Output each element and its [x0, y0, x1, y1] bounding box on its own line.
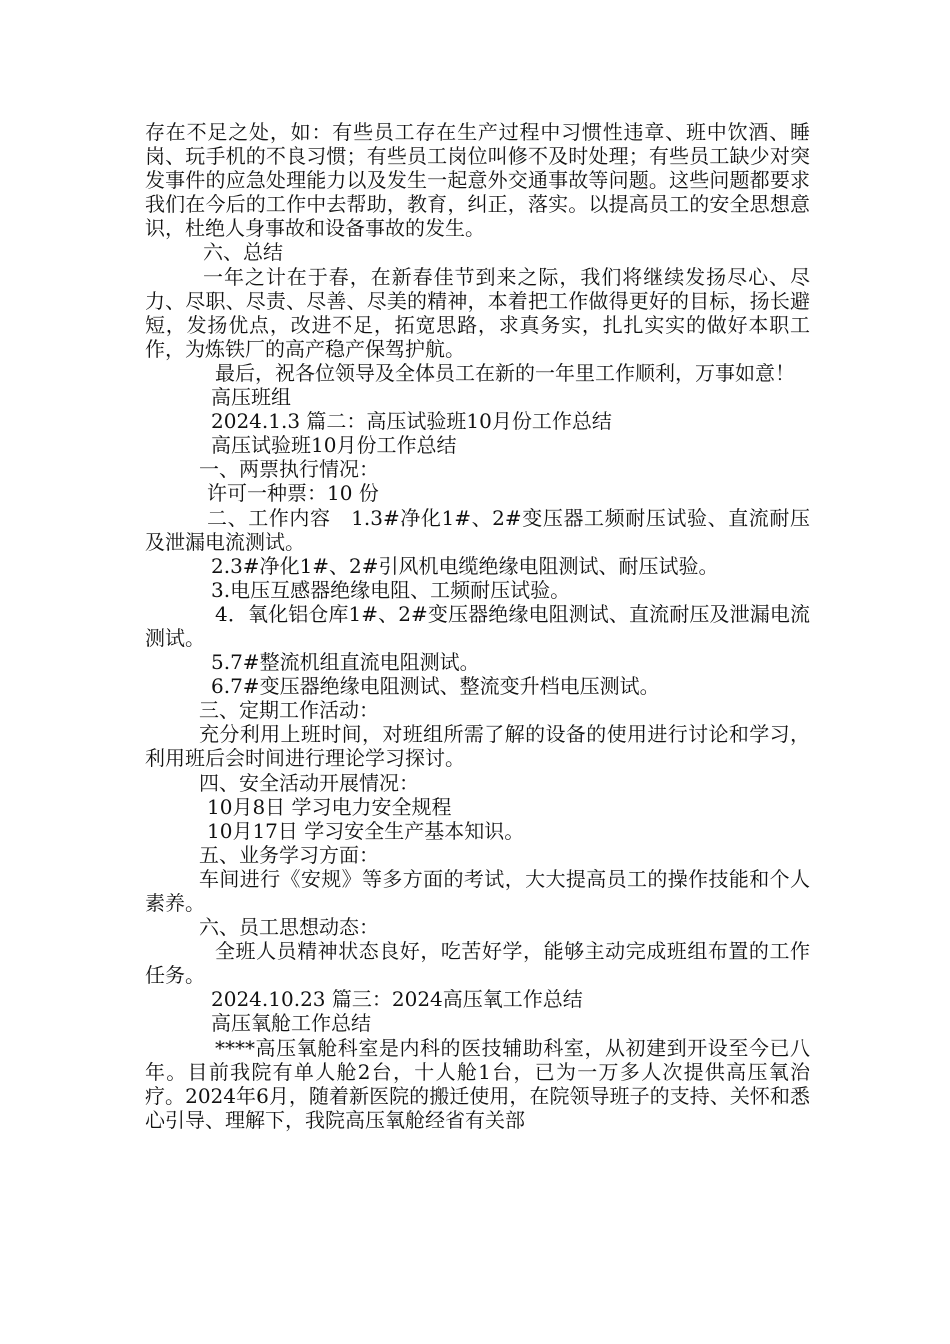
section-two-heading: 高压试验班10月份工作总结	[211, 433, 457, 458]
work-item-3: 3.电压互感器绝缘电阻、工频耐压试验。	[211, 577, 571, 602]
paragraph-wishes: 最后，祝各位领导及全体员工在新的一年里工作顺利，万事如意！	[215, 360, 795, 385]
safety-activity-1: 10月8日 学习电力安全规程	[207, 794, 452, 819]
work-item-4: 4．氧化铝仓库1#、2#变压器绝缘电阻测试、直流耐压及泄漏电流测试。	[145, 601, 810, 650]
paragraph-safety-issues: 存在不足之处，如：有些员工存在生产过程中习惯性违章、班中饮酒、睡岗、玩手机的不良习惯；有些员工岗位叫修不及时处理；有些员工缺少对突发事件的应急处理能力以及发生一起意外交通事故等问题。这些问题都要求我们在今后的工作中去帮助，教育，纠正，落实。以提高员工的安全思想意识，杜绝人身事故和设备事故的发生。	[145, 120, 810, 241]
heading-two-tickets: 一、两票执行情况：	[199, 457, 379, 482]
safety-activity-2: 10月17日 学习安全生产基本知识。	[207, 818, 525, 843]
heading-business-study: 五、业务学习方面：	[199, 842, 379, 867]
paragraph-business-study: 车间进行《安规》等多方面的考试，大大提高员工的操作技能和个人素养。	[145, 866, 810, 915]
paragraph-permit-count: 许可一种票：10 份	[207, 481, 379, 506]
work-item-6: 6.7#变压器绝缘电阻测试、整流变升档电压测试。	[211, 674, 660, 699]
heading-staff-thoughts: 六、员工思想动态：	[199, 915, 379, 940]
paragraph-staff-thoughts: 全班人员精神状态良好，吃苦好学，能够主动完成班组布置的工作任务。	[145, 939, 810, 988]
paragraph-hyperbaric-intro: ****高压氧舱科室是内科的医技辅助科室，从初建到开设至今已八年。目前我院有单人舱2台，十人舱1台，已为一万多人次提供高压氧治疗。2024年6月，随着新医院的搬迁使用，在院领导班子的支持、关怀和悉心引导、理解下，我院高压氧舱经省有关部	[145, 1035, 810, 1132]
work-item-5: 5.7#整流机组直流电阻测试。	[211, 650, 480, 675]
paragraph-summary: 一年之计在于春，在新春佳节到来之际，我们将继续发扬尽心、尽力、尽职、尽责、尽善、尽美的精神，本着把工作做得更好的目标，扬长避短，发扬优点，改进不足，拓宽思路，求真务实，扎扎实实的做好本职工作，为炼铁厂的高产稳产保驾护航。	[145, 264, 810, 361]
paragraph-work-content: 二、工作内容 1.3#净化1#、2#变压器工频耐压试验、直流耐压及泄漏电流测试。	[145, 505, 810, 554]
paragraph-regular-activities: 充分利用上班时间，对班组所需了解的设备的使用进行讨论和学习，利用班后会时间进行理论学习探讨。	[145, 722, 810, 771]
work-item-2: 2.3#净化1#、2#引风机电缆绝缘电阻测试、耐压试验。	[211, 553, 719, 578]
heading-regular-activities: 三、定期工作活动：	[199, 698, 379, 723]
signature-team: 高压班组	[211, 385, 291, 410]
heading-summary: 六、总结	[203, 240, 283, 265]
document-body	[145, 120, 810, 1132]
section-three-heading: 高压氧舱工作总结	[211, 1011, 371, 1036]
heading-safety-activities: 四、安全活动开展情况：	[199, 770, 419, 795]
date-and-section-two-title: 2024.1.3 篇二：高压试验班10月份工作总结	[211, 409, 612, 434]
date-and-section-three-title: 2024.10.23 篇三：2024高压氧工作总结	[211, 987, 583, 1012]
